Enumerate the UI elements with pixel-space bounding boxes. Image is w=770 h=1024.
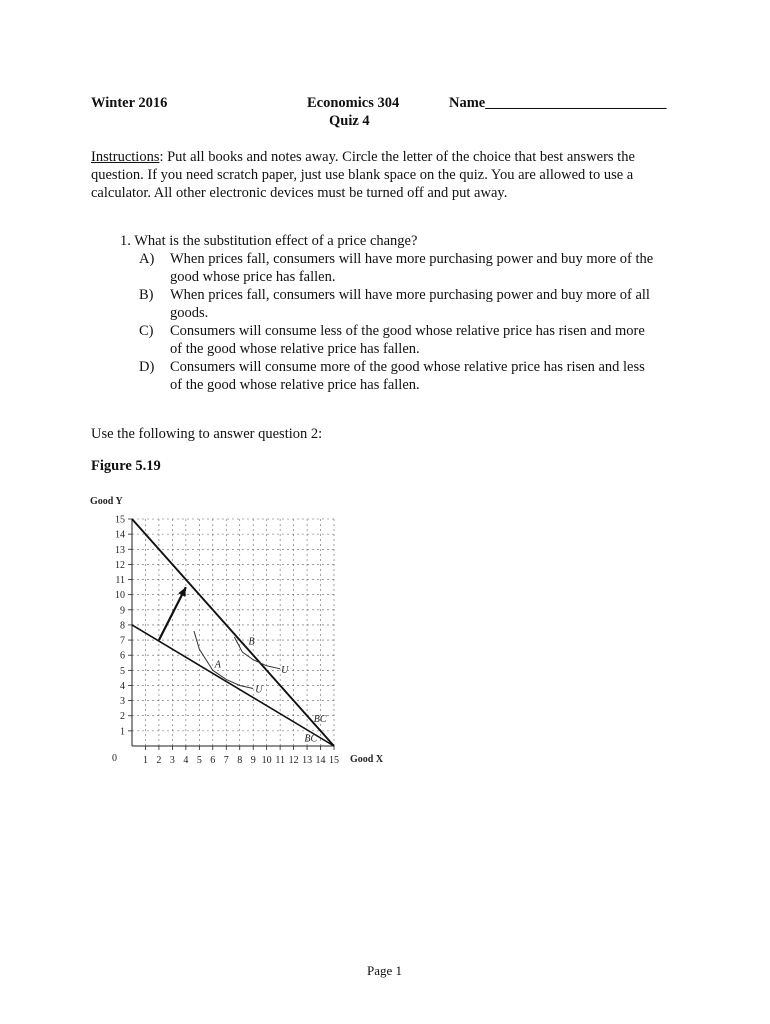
option-line: of the good whose relative price has fallen. — [170, 341, 420, 357]
x-tick-label: 8 — [237, 755, 243, 766]
x-tick-label: 1 — [142, 755, 148, 766]
instructions-line: question. If you need scratch paper, just use blank space on the quiz. You are allowed to use a — [91, 167, 634, 183]
x-tick-label: 11 — [275, 755, 285, 766]
x-tick-label: 9 — [250, 755, 256, 766]
option-line: of the good whose relative price has fallen. — [170, 377, 420, 393]
y-tick-label: 7 — [120, 635, 125, 647]
y-tick-label: 6 — [120, 650, 125, 662]
point-label-a: A — [214, 659, 221, 671]
y-tick-label: 9 — [120, 605, 125, 617]
y-tick-label: 2 — [120, 711, 125, 723]
quiz-title: Quiz 4 — [329, 113, 370, 129]
x-tick-label: 12 — [288, 755, 299, 766]
option-line: goods. — [170, 305, 209, 321]
y-tick-label: 8 — [120, 620, 125, 632]
question-number: 1. — [120, 233, 131, 249]
use-following-text: Use the following to answer question 2: — [91, 426, 323, 442]
y-tick-label: 4 — [120, 680, 125, 692]
name-blank[interactable]: _________________________ — [485, 95, 667, 111]
option-line: When prices fall, consumers will have more purchasing power and buy more of the — [170, 251, 654, 267]
course-title: Economics 304 — [307, 95, 400, 111]
name-field[interactable] — [449, 95, 667, 112]
x-tick-label: 14 — [315, 755, 326, 766]
series-label-u1: U — [255, 684, 263, 696]
y-tick-label: 11 — [115, 575, 125, 587]
y-tick-label: 15 — [115, 514, 125, 526]
option-letter: D) — [139, 359, 155, 375]
series-label-u2: U — [281, 664, 289, 676]
series-label-bc2: BC — [313, 713, 327, 725]
point-label-b: B — [248, 636, 255, 648]
y-tick-label: 1 — [120, 726, 125, 738]
option-letter: B) — [139, 287, 154, 303]
option-line: Consumers will consume less of the good whose relative price has risen and more — [170, 323, 645, 339]
y-tick-label: 14 — [115, 529, 125, 541]
x-tick-label: 5 — [196, 755, 202, 766]
x-tick-label: 2 — [156, 755, 162, 766]
origin-label: 0 — [112, 753, 117, 764]
option-letter: A) — [139, 251, 155, 267]
chart-svg — [84, 488, 414, 773]
x-tick-label: 6 — [210, 755, 216, 766]
instructions-line: : Put all books and notes away. Circle the letter of the choice that best answers the — [159, 149, 635, 165]
x-tick-label: 3 — [169, 755, 175, 766]
x-axis-label: Good X — [350, 754, 384, 765]
instructions-line: calculator. All other electronic devices must be turned off and put away. — [91, 185, 508, 201]
x-tick-label: 10 — [261, 755, 272, 766]
y-tick-label: 10 — [115, 590, 125, 602]
figure-5-19 — [84, 488, 414, 773]
x-tick-label: 15 — [329, 755, 339, 766]
y-tick-label: 13 — [115, 544, 125, 556]
question-1 — [120, 232, 417, 250]
page-number: Page 1 — [367, 963, 403, 978]
instructions — [91, 148, 691, 202]
x-tick-label: 7 — [223, 755, 229, 766]
y-tick-label: 5 — [120, 665, 125, 677]
series-label-bc1: BC — [304, 733, 318, 745]
x-tick-label: 4 — [183, 755, 189, 766]
y-axis-label: Good Y — [90, 496, 123, 507]
term-label: Winter 2016 — [91, 95, 168, 111]
figure-title: Figure 5.19 — [91, 458, 161, 474]
question-text: What is the substitution effect of a price change? — [134, 233, 418, 249]
option-line: Consumers will consume more of the good whose relative price has risen and less — [170, 359, 645, 375]
option-letter: C) — [139, 323, 154, 339]
name-label: Name — [449, 95, 486, 111]
y-tick-label: 12 — [115, 559, 125, 571]
option-line: When prices fall, consumers will have more purchasing power and buy more of all — [170, 287, 650, 303]
x-tick-label: 13 — [302, 755, 313, 766]
option-line: good whose price has fallen. — [170, 269, 336, 285]
instructions-label: Instructions — [91, 149, 160, 165]
y-tick-label: 3 — [120, 696, 125, 708]
